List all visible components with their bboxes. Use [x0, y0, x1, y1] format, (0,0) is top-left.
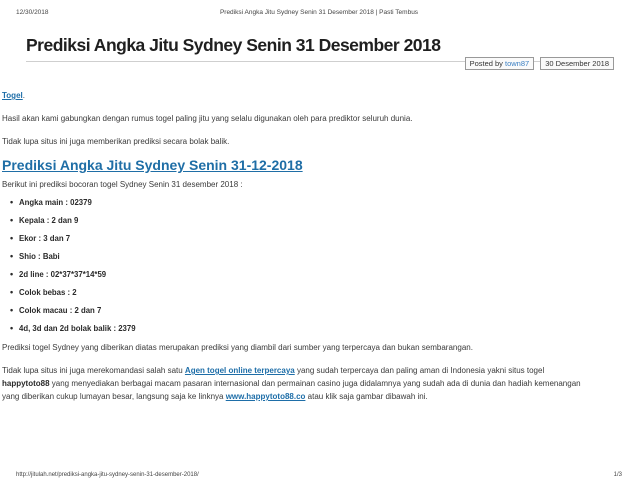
list-item: • Angka main : 02379	[10, 197, 588, 208]
list-item: • Kepala : 2 dan 9	[10, 215, 588, 226]
article-body	[2, 89, 588, 413]
list-item: • Shio : Babi	[10, 251, 588, 262]
print-header	[16, 9, 622, 19]
prediction-list	[2, 197, 588, 334]
post-date: 30 Desember 2018	[540, 57, 614, 70]
agen-togel-link[interactable]: Agen togel online terpercaya	[184, 366, 295, 375]
para4-text-c: yang menyediakan berbagai macam pasaran internasional dan permainan casino juga didalamnya yang sudah ada di dunia dan hadiah kemenangan yang diberikan cukup lumayan besar, langsung saja ke linknya	[2, 379, 581, 401]
author-link[interactable]: town87	[505, 59, 530, 68]
print-footer	[16, 472, 622, 478]
print-date: 12/30/2018	[16, 9, 49, 16]
list-item: • Colok bebas : 2	[10, 287, 588, 298]
happytoto-bold: happytoto88	[2, 379, 50, 388]
posted-by-prefix: Posted by	[469, 59, 503, 68]
post-meta	[465, 57, 614, 70]
footer-url: http://jitulah.net/prediksi-angka-jitu-sydney-senin-31-desember-2018/	[16, 472, 199, 478]
posted-by	[465, 57, 535, 70]
section-heading[interactable]: Prediksi Angka Jitu Sydney Senin 31-12-2018	[2, 157, 303, 173]
tag-line	[2, 89, 588, 102]
list-item: • 2d line : 02*37*37*14*59	[10, 269, 588, 280]
article	[26, 28, 614, 68]
paragraph-2: Tidak lupa situs ini juga memberikan prediksi secara bolak balik.	[2, 137, 230, 146]
list-item: • Colok macau : 2 dan 7	[10, 305, 588, 316]
paragraph-1: Hasil akan kami gabungkan dengan rumus togel paling jitu yang selalu digunakan oleh para prediktor seluruh dunia.	[2, 114, 413, 123]
para4-text-b: yang sudah terpercaya dan paling aman di Indonesia yakni situs togel	[294, 366, 545, 375]
post-title: Prediksi Angka Jitu Sydney Senin 31 Desember 2018	[26, 34, 614, 62]
paragraph-4	[2, 364, 588, 403]
tag-link-togel[interactable]: Togel	[2, 91, 23, 100]
happytoto-link[interactable]: www.happytoto88.co	[225, 392, 306, 401]
print-page-title: Prediksi Angka Jitu Sydney Senin 31 Desember 2018 | Pasti Tembus	[219, 9, 419, 16]
list-item: • 4d, 3d dan 2d bolak balik : 2379	[10, 323, 588, 334]
para4-text-a: Tidak lupa situs ini juga merekomandasi salah satu	[2, 366, 185, 375]
paragraph-3: Prediksi togel Sydney yang diberikan diatas merupakan prediksi yang diambil dari sumber yang terpercaya dan bukan sembarangan.	[2, 343, 473, 352]
para4-text-d: atau klik saja gambar dibawah ini.	[305, 392, 428, 401]
list-item: • Ekor : 3 dan 7	[10, 233, 588, 244]
intro-paragraph: Berikut ini prediksi bocoran togel Sydney Senin 31 desember 2018 :	[2, 180, 243, 189]
page-number: 1/3	[613, 472, 622, 478]
tag-suffix: .	[22, 91, 25, 100]
